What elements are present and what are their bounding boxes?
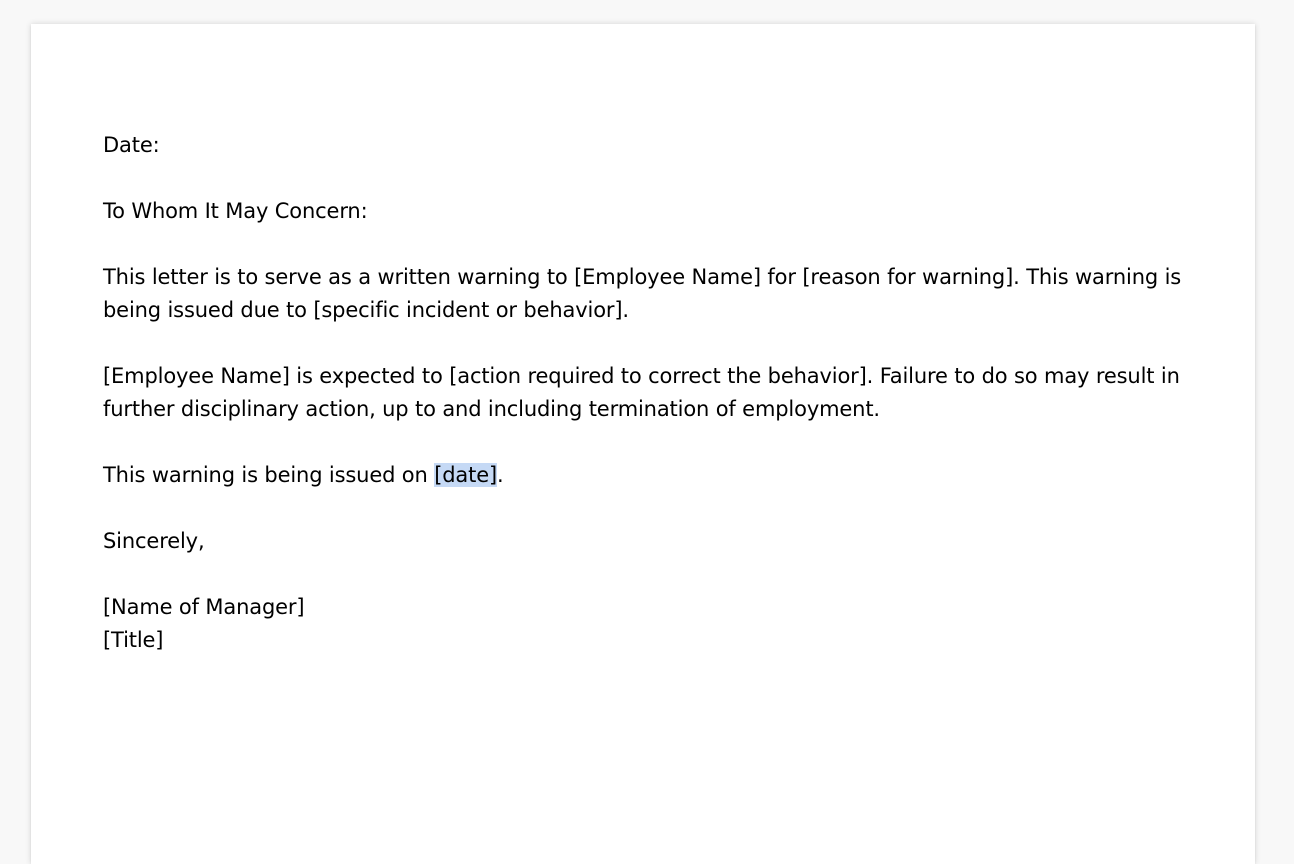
issue-date-period: . [497,463,504,487]
document-page[interactable] [31,24,1255,864]
date-line[interactable]: Date: [103,133,160,157]
paragraph-expected-action[interactable]: [Employee Name] is expected to [action required to correct the behavior]. Failure to do so may result in further disciplinary action, up to and including termination of employment. [103,364,1180,421]
issue-date-line[interactable] [103,459,1183,492]
document-body[interactable] [103,129,1183,657]
blank-line [103,162,1183,195]
salutation[interactable]: To Whom It May Concern: [103,199,368,223]
selected-date-placeholder[interactable]: [date] [434,463,498,487]
closing[interactable]: Sincerely, [103,529,205,553]
paragraph-warning-reason[interactable]: This letter is to serve as a written warning to [Employee Name] for [reason for warning]. This warning is being issued due to [specific incident or behavior]. [103,265,1182,322]
blank-line [103,492,1183,525]
blank-line [103,327,1183,360]
blank-line [103,426,1183,459]
blank-line [103,558,1183,591]
signature-name[interactable]: [Name of Manager] [103,595,305,619]
blank-line [103,228,1183,261]
issue-date-text: This warning is being issued on [103,463,435,487]
signature-title[interactable]: [Title] [103,628,164,652]
